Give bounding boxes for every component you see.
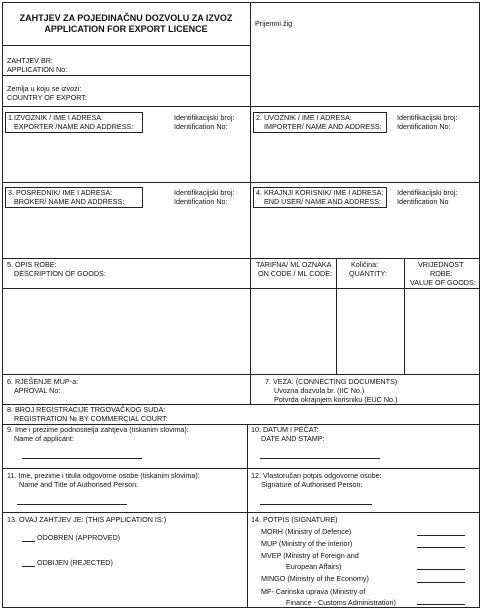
form-title: ZAHTJEV ZA POJEDINAČNU DOZVOLU ZA IZVOZ [19, 13, 233, 23]
authorised-signature-line[interactable] [260, 504, 372, 505]
received-stamp-label: Prijemni žig [255, 19, 293, 28]
exporter-label-en: EXPORTER /NAME AND ADDRESS: [14, 122, 134, 131]
divider [2, 374, 480, 375]
importer-label-en: IMPORTER/ NAME AND ADDRESS: [264, 122, 382, 131]
divider [250, 374, 251, 404]
approval-label: 6. RJEŠENJE MUP-a: [7, 377, 79, 386]
authorised-signature-label-en: Signature of Authorised Person: [261, 480, 363, 489]
divider [250, 2, 251, 106]
approved-label: ODOBREN (APPROVED) [37, 533, 121, 542]
mvep-label-2: European Affairs) [286, 562, 342, 571]
mup-label: MUP (Ministry of the interior) [261, 539, 353, 548]
end-user-label: 4. KRAJNJI KORISNIK/ IME I ADRESA: [256, 188, 384, 197]
border-top [2, 2, 480, 3]
border-bottom [2, 607, 480, 608]
country-label: Zemlja u koju se izvozi: [7, 84, 82, 93]
broker-id-label-en: Identification No: [174, 197, 228, 206]
authorised-name-label: 11. Ime, prezime i titula odgovorne osobe (tiskanim slovima): [7, 471, 200, 480]
mingo-label: MINGO (Ministry of the Economy) [261, 574, 369, 583]
authorised-signature-label: 12. Vlastoručan potpis odgovorne osobe: [251, 471, 382, 480]
rejected-checkbox-line[interactable] [22, 566, 35, 567]
export-licence-form [2, 2, 480, 608]
connecting-docs-label: 7. VEZA: (CONNECTING DOCUMENTS) [265, 377, 398, 386]
approved-checkbox-line[interactable] [22, 541, 35, 542]
mvep-label: MVEP (Ministry of Foreign and [261, 551, 359, 560]
divider [2, 258, 480, 259]
date-stamp-line[interactable] [260, 458, 380, 459]
end-user-id-label: Identifikacijski broj: [397, 188, 458, 197]
mf-label-2: Finance - Customs Administration) [286, 598, 396, 607]
goods-value-label-2: ROBE: [430, 269, 453, 278]
mvep-signature-line[interactable] [417, 569, 465, 570]
divider [2, 106, 480, 107]
registration-label-en: REGISTRATION № BY COMMERCIAL COURT: [14, 414, 168, 423]
broker-id-label: Identifikacijski broj: [174, 188, 235, 197]
applicant-name-label: 9. Ime i prezime podnositelja zahtjeva (tiskanim slovima): [7, 425, 189, 434]
broker-label: 3. POSREDNIK/ IME I ADRESA: [8, 188, 113, 197]
authorised-name-label-en: Name and Title of Authorised Person: [19, 480, 139, 489]
goods-value-label: VRIJEDNOST [418, 260, 464, 269]
date-stamp-label: 10. DATUM I PEČAT: [251, 425, 319, 434]
signature-section-label: 14. POTPIS (SIGNATURE) [251, 515, 338, 524]
divider [2, 288, 480, 289]
end-user-label-en: END USER/ NAME AND ADDRESS: [264, 197, 382, 206]
tariff-code-label-en: ON CODE / ML CODE: [258, 269, 333, 278]
applicant-name-line[interactable] [22, 458, 142, 459]
end-user-cert-label: Potvrda okrajnjem korisniku (EUC No.) [274, 395, 398, 404]
registration-label: 8. BROJ REGISTRACIJE TRGOVAČKOG SUDA: [7, 405, 166, 414]
mup-signature-line[interactable] [417, 547, 465, 548]
application-status-label: 13. OVAJ ZAHTJEV JE: (THIS APPLICATION IS:) [7, 515, 167, 524]
end-user-id-label-en: Identification No [397, 197, 449, 206]
border-right [479, 2, 480, 608]
divider [2, 512, 480, 513]
goods-description-label: 5. OPIS ROBE: [7, 260, 57, 269]
mf-label: MF- Carinska uprava (Ministry of [261, 587, 366, 596]
importer-label: 2. UVOZNIK / IME I ADRESA: [256, 113, 352, 122]
exporter-label: 1.IZVOZNIK / IME I ADRESA: [8, 113, 104, 122]
country-label-en: COUNTRY OF EXPORT: [7, 93, 87, 102]
morh-label: MORH (Ministry of Defence) [261, 527, 352, 536]
tariff-code-label: TARIFNA/ ML OZNAKA [256, 260, 332, 269]
approval-label-en: APROVAL No: [14, 386, 61, 395]
form-subtitle: APPLICATION FOR EXPORT LICENCE [44, 24, 208, 34]
divider [2, 45, 251, 46]
authorised-name-line[interactable] [17, 504, 127, 505]
divider [336, 258, 337, 374]
mingo-signature-line[interactable] [417, 582, 465, 583]
application-no-label-en: APPLICATION No: [7, 65, 68, 74]
goods-value-label-en: VALUE OF GOODS: [410, 278, 476, 287]
goods-description-label-en: DESCRIPTION OF GOODS: [14, 269, 106, 278]
exporter-id-label-en: Identification No: [174, 122, 228, 131]
date-stamp-label-en: DATE AND STAMP: [261, 434, 325, 443]
divider [404, 258, 405, 374]
border-left [2, 2, 3, 608]
application-no-label: ZAHTJEV BR: [7, 56, 53, 65]
divider [2, 182, 480, 183]
divider [247, 424, 248, 608]
importer-id-label: Identifikacijski broj: [397, 113, 458, 122]
importer-id-label-en: Identification No: [397, 122, 451, 131]
mf-signature-line[interactable] [417, 604, 465, 605]
divider [250, 258, 251, 374]
morh-signature-line[interactable] [417, 535, 465, 536]
import-permit-label: Uvozna dozvola br. (IIC No.) [274, 386, 365, 395]
quantity-label: Količina: [351, 260, 379, 269]
exporter-id-label: Identifikacijski broj: [174, 113, 235, 122]
divider [2, 468, 480, 469]
divider [2, 75, 251, 76]
applicant-name-label-en: Name of applicant: [14, 434, 74, 443]
quantity-label-en: QUANTITY: [349, 269, 387, 278]
broker-label-en: BROKER/ NAME AND ADDRESS: [14, 197, 125, 206]
rejected-label: ODBIJEN (REJECTED) [37, 558, 113, 567]
